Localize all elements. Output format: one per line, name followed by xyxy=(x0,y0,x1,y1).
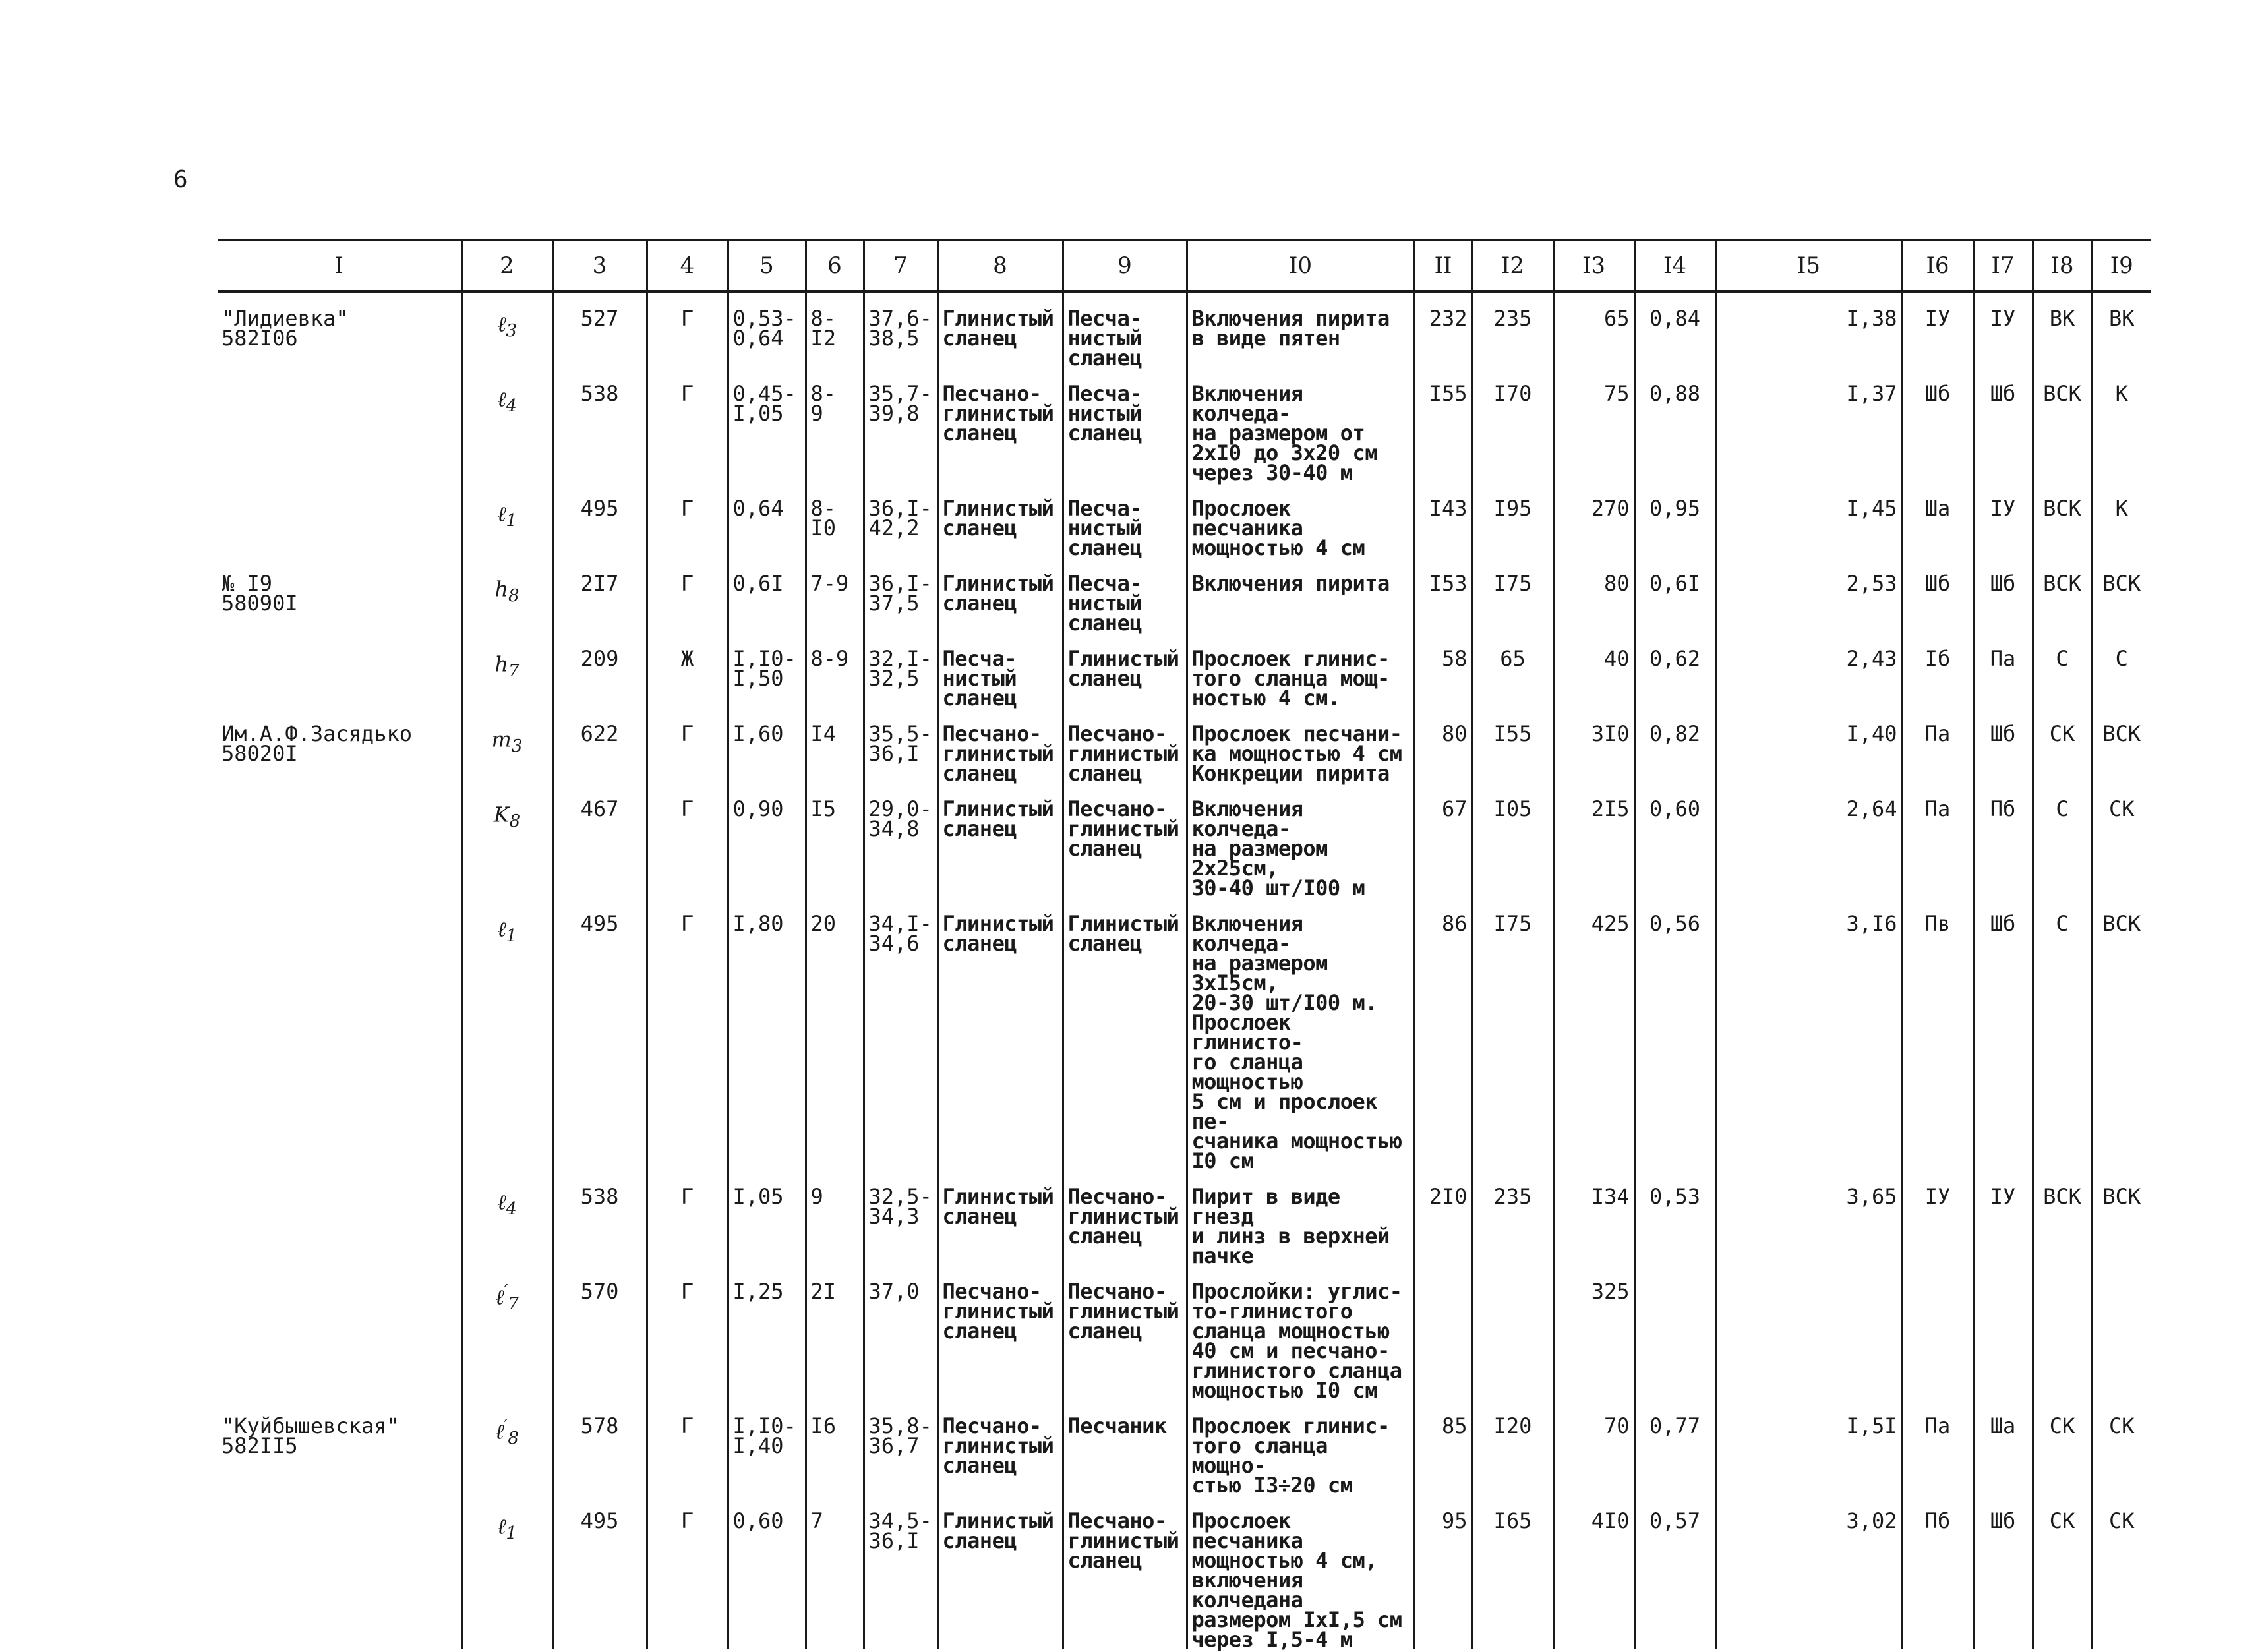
seam-subscript: 4 xyxy=(506,1199,517,1220)
seam-index xyxy=(461,558,552,633)
cell-col13: 425 xyxy=(1553,898,1634,1171)
cell-col17: Шб xyxy=(1973,368,2033,483)
cell-col6: 8- 9 xyxy=(806,368,864,483)
cell-col14: 0,53 xyxy=(1634,1171,1715,1266)
cell-col16: IУ xyxy=(1902,291,1973,368)
cell-col18: С xyxy=(2033,633,2092,708)
cell-col18: С xyxy=(2033,783,2092,898)
cell-col9: Песчано- глинистый сланец xyxy=(1063,1495,1187,1649)
cell-col12: 235 xyxy=(1472,291,1553,368)
cell-col7: 35,7- 39,8 xyxy=(864,368,937,483)
cell-col13: 40 xyxy=(1553,633,1634,708)
cell-col10: Пирит в виде гнезд и линз в верхней пачке xyxy=(1187,1171,1414,1266)
cell-col19: К xyxy=(2092,483,2151,558)
cell-col6: 9 xyxy=(806,1171,864,1266)
seam-index xyxy=(461,291,552,368)
seam-letter: ℓ xyxy=(497,1189,506,1215)
column-header: I9 xyxy=(2092,240,2151,291)
cell-col17: IУ xyxy=(1973,1171,2033,1266)
cell-col6: 7-9 xyxy=(806,558,864,633)
seam-letter: ℓ xyxy=(497,311,506,337)
seam-index xyxy=(461,368,552,483)
mine-name xyxy=(218,1171,461,1266)
cell-col14 xyxy=(1634,1266,1715,1400)
mine-name: "Куйбышевская" 582II5 xyxy=(222,1413,400,1458)
seam-index xyxy=(461,708,552,783)
cell-col19: К xyxy=(2092,368,2151,483)
cell-col15 xyxy=(1715,1266,1902,1400)
cell-col12: I75 xyxy=(1472,558,1553,633)
mine-name: № I9 58090I xyxy=(222,571,298,616)
seam-letter: h xyxy=(494,576,509,602)
cell-col10: Прослоек песчани- ка мощностью 4 см Конкреции пирита xyxy=(1187,708,1414,783)
cell-col19 xyxy=(2092,1266,2151,1400)
column-header: I8 xyxy=(2033,240,2092,291)
cell-col6: 8-9 xyxy=(806,633,864,708)
cell-col12: 235 xyxy=(1472,1171,1553,1266)
cell-col5: I,25 xyxy=(728,1266,806,1400)
cell-col10: Включения колчеда- на размером от 2хI0 до 3х20 см через 30-40 м xyxy=(1187,368,1414,483)
cell-col9: Песчаник xyxy=(1063,1400,1187,1495)
table-row xyxy=(218,1400,2151,1495)
seam-letter: ℓ xyxy=(497,1514,506,1539)
cell-col16: Пв xyxy=(1902,898,1973,1171)
cell-col19: ВСК xyxy=(2092,1171,2151,1266)
seam-index xyxy=(461,483,552,558)
cell-col5: I,80 xyxy=(728,898,806,1171)
cell-col12: I55 xyxy=(1472,708,1553,783)
cell-col19: ВК xyxy=(2092,291,2151,368)
cell-col19: ВСК xyxy=(2092,898,2151,1171)
seam-letter: K xyxy=(493,802,510,827)
table-row xyxy=(218,558,2151,633)
table-row xyxy=(218,483,2151,558)
cell-col17: Шб xyxy=(1973,558,2033,633)
cell-col15: I,37 xyxy=(1715,368,1902,483)
column-header: I2 xyxy=(1472,240,1553,291)
cell-col5: 0,53- 0,64 xyxy=(728,291,806,368)
cell-col12: 65 xyxy=(1472,633,1553,708)
cell-col14: 0,62 xyxy=(1634,633,1715,708)
column-header: 5 xyxy=(728,240,806,291)
cell-col14: 0,60 xyxy=(1634,783,1715,898)
cell-col11: I55 xyxy=(1414,368,1472,483)
seam-letter: ℓ xyxy=(497,386,506,412)
cell-col7: 36,I- 37,5 xyxy=(864,558,937,633)
table-row xyxy=(218,368,2151,483)
seam-subscript: 8 xyxy=(508,586,520,606)
seam-subscript: 1 xyxy=(506,511,517,531)
cell-col10: Прослоек песчаника мощностью 4 см xyxy=(1187,483,1414,558)
cell-col10: Прослойки: углис- то-глинистого сланца мощностью 40 см и песчано- глинистого сланца мощностью I0 см xyxy=(1187,1266,1414,1400)
cell-col5: I,I0- I,50 xyxy=(728,633,806,708)
cell-col13: 75 xyxy=(1553,368,1634,483)
cell-col3: 570 xyxy=(552,1266,647,1400)
cell-col14: 0,77 xyxy=(1634,1400,1715,1495)
seam-prime: ′ xyxy=(504,1282,508,1301)
seam-index xyxy=(461,1171,552,1266)
cell-col10: Включения пирита в виде пятен xyxy=(1187,291,1414,368)
cell-col3: 622 xyxy=(552,708,647,783)
seam-index xyxy=(461,1495,552,1649)
seam-letter: ℓ xyxy=(497,916,506,942)
cell-col6: I6 xyxy=(806,1400,864,1495)
cell-col17: Па xyxy=(1973,633,2033,708)
cell-col16: Шб xyxy=(1902,368,1973,483)
cell-col16: Па xyxy=(1902,1400,1973,1495)
column-header: 8 xyxy=(937,240,1063,291)
column-header: 3 xyxy=(552,240,647,291)
cell-col7: 35,8- 36,7 xyxy=(864,1400,937,1495)
cell-col15: 2,43 xyxy=(1715,633,1902,708)
cell-col19: ВСК xyxy=(2092,558,2151,633)
cell-col11: 232 xyxy=(1414,291,1472,368)
seam-index xyxy=(461,783,552,898)
seam-letter: ℓ xyxy=(497,501,506,527)
cell-col8: Глинистый сланец xyxy=(937,1495,1063,1649)
column-header: I4 xyxy=(1634,240,1715,291)
column-header: 2 xyxy=(461,240,552,291)
cell-col18: С xyxy=(2033,898,2092,1171)
cell-col7: 29,0- 34,8 xyxy=(864,783,937,898)
table-row xyxy=(218,291,2151,368)
cell-col9: Песча- нистый сланец xyxy=(1063,483,1187,558)
cell-col16: Па xyxy=(1902,783,1973,898)
table-row xyxy=(218,1495,2151,1649)
table-row xyxy=(218,633,2151,708)
cell-col17 xyxy=(1973,1266,2033,1400)
cell-col14: 0,57 xyxy=(1634,1495,1715,1649)
cell-col11: 2I0 xyxy=(1414,1171,1472,1266)
cell-col7: 35,5- 36,I xyxy=(864,708,937,783)
column-header: I5 xyxy=(1715,240,1902,291)
cell-col17: Пб xyxy=(1973,783,2033,898)
seam-prime: ′ xyxy=(504,1416,508,1436)
column-header: I xyxy=(218,240,461,291)
cell-col16: Ша xyxy=(1902,483,1973,558)
cell-col3: 538 xyxy=(552,368,647,483)
cell-col5: I,60 xyxy=(728,708,806,783)
cell-col14: 0,95 xyxy=(1634,483,1715,558)
seam-letter: ℓ xyxy=(495,1419,504,1444)
cell-col18 xyxy=(2033,1266,2092,1400)
seam-subscript: 4 xyxy=(506,396,517,417)
cell-col8: Песчано- глинистый сланец xyxy=(937,1266,1063,1400)
seam-index xyxy=(461,898,552,1171)
cell-col8: Глинистый сланец xyxy=(937,483,1063,558)
column-header: I6 xyxy=(1902,240,1973,291)
seam-subscript: 7 xyxy=(508,1294,519,1314)
column-header: I3 xyxy=(1553,240,1634,291)
cell-col5: I,I0- I,40 xyxy=(728,1400,806,1495)
seam-subscript: 3 xyxy=(511,736,523,757)
cell-col15: 2,53 xyxy=(1715,558,1902,633)
cell-col17: Шб xyxy=(1973,708,2033,783)
cell-col9: Песчано- глинистый сланец xyxy=(1063,708,1187,783)
seam-index xyxy=(461,1400,552,1495)
table-row xyxy=(218,783,2151,898)
cell-col19: СК xyxy=(2092,1400,2151,1495)
cell-col7: 34,I- 34,6 xyxy=(864,898,937,1171)
cell-col19: ВСК xyxy=(2092,708,2151,783)
mine-name xyxy=(218,633,461,708)
cell-col18: СК xyxy=(2033,708,2092,783)
seam-subscript: 1 xyxy=(506,1523,517,1544)
cell-col9: Песчано- глинистый сланец xyxy=(1063,1266,1187,1400)
data-table xyxy=(218,239,2151,1652)
cell-col12: I20 xyxy=(1472,1400,1553,1495)
cell-col10: Прослоек глинис- того сланца мощ- ностью 4 см. xyxy=(1187,633,1414,708)
cell-col8: Глинистый сланец xyxy=(937,783,1063,898)
cell-col13: 2I5 xyxy=(1553,783,1634,898)
cell-col6: 8- I0 xyxy=(806,483,864,558)
cell-col13: 70 xyxy=(1553,1400,1634,1495)
seam-subscript: 8 xyxy=(508,1429,519,1449)
cell-col12: I05 xyxy=(1472,783,1553,898)
column-header: I0 xyxy=(1187,240,1414,291)
column-header: 6 xyxy=(806,240,864,291)
cell-col13: 80 xyxy=(1553,558,1634,633)
cell-col5: 0,45- I,05 xyxy=(728,368,806,483)
cell-col11: I53 xyxy=(1414,558,1472,633)
cell-col11: 95 xyxy=(1414,1495,1472,1649)
cell-col5: 0,60 xyxy=(728,1495,806,1649)
cell-col17: Ша xyxy=(1973,1400,2033,1495)
cell-col4: Г xyxy=(647,1400,728,1495)
column-header: 7 xyxy=(864,240,937,291)
cell-col13: 65 xyxy=(1553,291,1634,368)
cell-col11: 67 xyxy=(1414,783,1472,898)
seam-letter: m xyxy=(491,726,512,752)
cell-col7: 36,I- 42,2 xyxy=(864,483,937,558)
cell-col11 xyxy=(1414,1266,1472,1400)
cell-col12: I70 xyxy=(1472,368,1553,483)
cell-col10: Включения колчеда- на размером 2х25см, 30-40 шт/I00 м xyxy=(1187,783,1414,898)
cell-col4: Г xyxy=(647,1266,728,1400)
cell-col11: 86 xyxy=(1414,898,1472,1171)
cell-col18: ВСК xyxy=(2033,483,2092,558)
seam-subscript: 8 xyxy=(509,811,521,832)
seam-subscript: 1 xyxy=(506,926,517,947)
cell-col4: Ж xyxy=(647,633,728,708)
seam-index xyxy=(461,1266,552,1400)
cell-col8: Глинистый сланец xyxy=(937,898,1063,1171)
cell-col16: Iб xyxy=(1902,633,1973,708)
cell-col15: 3,65 xyxy=(1715,1171,1902,1266)
cell-col8: Песчано- глинистый сланец xyxy=(937,368,1063,483)
cell-col7: 32,5- 34,3 xyxy=(864,1171,937,1266)
cell-col5: I,05 xyxy=(728,1171,806,1266)
cell-col13: 270 xyxy=(1553,483,1634,558)
cell-col12: I75 xyxy=(1472,898,1553,1171)
cell-col8: Глинистый сланец xyxy=(937,558,1063,633)
cell-col3: 495 xyxy=(552,898,647,1171)
mine-name: Им.А.Ф.Засядько 58020I xyxy=(222,721,412,766)
cell-col18: ВСК xyxy=(2033,1171,2092,1266)
column-header: II xyxy=(1414,240,1472,291)
cell-col5: 0,64 xyxy=(728,483,806,558)
cell-col9: Песчано- глинистый сланец xyxy=(1063,783,1187,898)
cell-col13: 3I0 xyxy=(1553,708,1634,783)
cell-col18: ВСК xyxy=(2033,368,2092,483)
cell-col9: Песча- нистый сланец xyxy=(1063,291,1187,368)
cell-col8: Глинистый сланец xyxy=(937,291,1063,368)
cell-col15: I,5I xyxy=(1715,1400,1902,1495)
seam-subscript: 7 xyxy=(508,661,520,682)
cell-col19: СК xyxy=(2092,783,2151,898)
cell-col11: 85 xyxy=(1414,1400,1472,1495)
cell-col11: 58 xyxy=(1414,633,1472,708)
cell-col10: Включения колчеда- на размером 3хI5см, 20-30 шт/I00 м. Прослоек глинисто- го сланца мощностью 5 см и прослоек пе- счаника мощностью I0 см xyxy=(1187,898,1414,1171)
cell-col8: Глинистый сланец xyxy=(937,1171,1063,1266)
cell-col19: С xyxy=(2092,633,2151,708)
cell-col4: Г xyxy=(647,368,728,483)
cell-col12: I95 xyxy=(1472,483,1553,558)
cell-col16: Пб xyxy=(1902,1495,1973,1649)
cell-col16 xyxy=(1902,1266,1973,1400)
cell-col9: Глинистый сланец xyxy=(1063,633,1187,708)
cell-col6: I5 xyxy=(806,783,864,898)
cell-col16: Шб xyxy=(1902,558,1973,633)
cell-col11: 80 xyxy=(1414,708,1472,783)
cell-col12 xyxy=(1472,1266,1553,1400)
cell-col13: 325 xyxy=(1553,1266,1634,1400)
cell-col17: Шб xyxy=(1973,1495,2033,1649)
cell-col7: 37,0 xyxy=(864,1266,937,1400)
column-header: 9 xyxy=(1063,240,1187,291)
cell-col17: IУ xyxy=(1973,483,2033,558)
cell-col14: 0,82 xyxy=(1634,708,1715,783)
cell-col11: I43 xyxy=(1414,483,1472,558)
cell-col10: Включения пирита xyxy=(1187,558,1414,633)
page-number: 6 xyxy=(173,166,188,193)
cell-col16: Па xyxy=(1902,708,1973,783)
mine-name xyxy=(218,783,461,898)
cell-col3: 578 xyxy=(552,1400,647,1495)
cell-col9: Глинистый сланец xyxy=(1063,898,1187,1171)
cell-col4: Г xyxy=(647,1495,728,1649)
seam-letter: h xyxy=(494,651,509,677)
cell-col14: 0,88 xyxy=(1634,368,1715,483)
mine-name xyxy=(218,1495,461,1649)
mine-name: "Лидиевка" 582I06 xyxy=(222,306,349,351)
cell-col4: Г xyxy=(647,558,728,633)
cell-col15: I,45 xyxy=(1715,483,1902,558)
cell-col4: Г xyxy=(647,783,728,898)
seam-index xyxy=(461,633,552,708)
cell-col5: 0,6I xyxy=(728,558,806,633)
cell-col4: Г xyxy=(647,291,728,368)
cell-col14: 0,56 xyxy=(1634,898,1715,1171)
cell-col18: СК xyxy=(2033,1400,2092,1495)
cell-col12: I65 xyxy=(1472,1495,1553,1649)
cell-col16: IУ xyxy=(1902,1171,1973,1266)
cell-col4: Г xyxy=(647,1171,728,1266)
mine-name xyxy=(218,368,461,483)
cell-col13: I34 xyxy=(1553,1171,1634,1266)
cell-col15: 3,02 xyxy=(1715,1495,1902,1649)
cell-col15: I,40 xyxy=(1715,708,1902,783)
cell-col14: 0,84 xyxy=(1634,291,1715,368)
cell-col7: 37,6- 38,5 xyxy=(864,291,937,368)
cell-col13: 4I0 xyxy=(1553,1495,1634,1649)
cell-col3: 495 xyxy=(552,483,647,558)
seam-letter: ℓ xyxy=(495,1284,504,1310)
cell-col10: Прослоек глинис- того сланца мощно- стью I3÷20 см xyxy=(1187,1400,1414,1495)
cell-col3: 2I7 xyxy=(552,558,647,633)
table-row xyxy=(218,1266,2151,1400)
cell-col6: I4 xyxy=(806,708,864,783)
cell-col3: 467 xyxy=(552,783,647,898)
cell-col3: 495 xyxy=(552,1495,647,1649)
mine-name xyxy=(218,1266,461,1400)
cell-col10: Прослоек песчаника мощностью 4 см, включения колчедана размером IхI,5 см через I,5-4 м xyxy=(1187,1495,1414,1649)
column-header: I7 xyxy=(1973,240,2033,291)
cell-col17: Шб xyxy=(1973,898,2033,1171)
cell-col15: I,38 xyxy=(1715,291,1902,368)
cell-col18: СК xyxy=(2033,1495,2092,1649)
mine-name xyxy=(218,483,461,558)
mine-name xyxy=(218,898,461,1171)
cell-col3: 209 xyxy=(552,633,647,708)
cell-col14: 0,6I xyxy=(1634,558,1715,633)
cell-col18: ВСК xyxy=(2033,558,2092,633)
cell-col3: 538 xyxy=(552,1171,647,1266)
cell-col17: IУ xyxy=(1973,291,2033,368)
cell-col5: 0,90 xyxy=(728,783,806,898)
cell-col15: 2,64 xyxy=(1715,783,1902,898)
cell-col3: 527 xyxy=(552,291,647,368)
column-header: 4 xyxy=(647,240,728,291)
cell-col6: 2I xyxy=(806,1266,864,1400)
cell-col19: СК xyxy=(2092,1495,2151,1649)
cell-col4: Г xyxy=(647,898,728,1171)
cell-col7: 34,5- 36,I xyxy=(864,1495,937,1649)
cell-col6: 7 xyxy=(806,1495,864,1649)
cell-col9: Песчано- глинистый сланец xyxy=(1063,1171,1187,1266)
cell-col4: Г xyxy=(647,483,728,558)
cell-col18: ВК xyxy=(2033,291,2092,368)
cell-col6: 8- I2 xyxy=(806,291,864,368)
table-row xyxy=(218,708,2151,783)
cell-col6: 20 xyxy=(806,898,864,1171)
cell-col8: Песчано- глинистый сланец xyxy=(937,1400,1063,1495)
cell-col15: 3,I6 xyxy=(1715,898,1902,1171)
cell-col9: Песча- нистый сланец xyxy=(1063,558,1187,633)
cell-col8: Песчано- глинистый сланец xyxy=(937,708,1063,783)
cell-col9: Песча- нистый сланец xyxy=(1063,368,1187,483)
table-row xyxy=(218,1171,2151,1266)
cell-col8: Песча- нистый сланец xyxy=(937,633,1063,708)
seam-subscript: 3 xyxy=(506,321,517,341)
table-row xyxy=(218,898,2151,1171)
cell-col4: Г xyxy=(647,708,728,783)
header-row xyxy=(218,240,2151,291)
cell-col7: 32,I- 32,5 xyxy=(864,633,937,708)
